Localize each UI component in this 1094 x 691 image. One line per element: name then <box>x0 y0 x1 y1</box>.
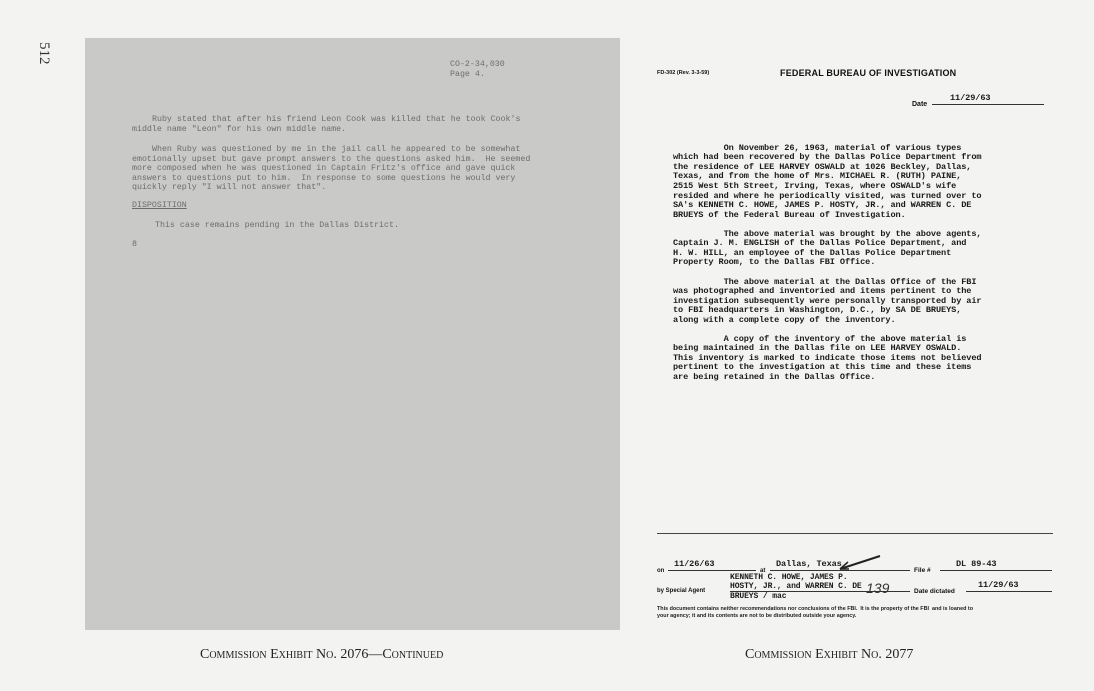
on-value: 11/26/63 <box>668 560 756 571</box>
handwritten-arrow <box>836 552 886 572</box>
file-number: CO-2-34,030 <box>450 60 505 69</box>
text-line: When Ruby was questioned by me in the jail call he appeared to be somewhat <box>152 145 521 154</box>
text-line: quickly reply "I will not answer that". <box>132 183 327 192</box>
right-paragraph-2 <box>673 220 981 268</box>
text-line: SA's KENNETH C. HOWE, JAMES P. HOSTY, JR., and WARREN C. DE <box>673 200 972 211</box>
text-line: The above material was brought by the above agents, <box>673 228 982 239</box>
left-paragraph-3: This case remains pending in the Dallas District. <box>155 221 399 230</box>
text-line: along with a complete copy of the inventory. <box>673 314 896 325</box>
text-line: On November 26, 1963, material of various types <box>673 142 962 153</box>
left-caption: Commission Exhibit No. 2076—Continued <box>200 647 444 662</box>
at-value: Dallas, Texas <box>770 560 910 571</box>
text-line: which had been recovered by the Dallas Police Department from <box>673 152 982 163</box>
right-paragraph-1 <box>673 134 981 220</box>
text-line: are being retained in the Dallas Office. <box>673 371 876 382</box>
right-caption: Commission Exhibit No. 2077 <box>745 647 914 662</box>
text-line: H. W. HILL, an employee of the Dallas Police Department <box>673 247 952 258</box>
agent-label: by Special Agent <box>657 588 706 594</box>
text-line: more composed when he was questioned in Captain Fritz's office and gave quick <box>132 164 516 173</box>
file-label: File # <box>914 567 931 574</box>
page-label: Page 4. <box>450 69 485 79</box>
at-label: at <box>760 568 766 574</box>
dictated-label: Date dictated <box>914 588 955 595</box>
text-line: This inventory is marked to indicate those items not believed <box>673 352 982 363</box>
text-line: Captain J. M. ENGLISH of the Dallas Police Department, and <box>673 238 967 249</box>
file-value: DL 89-43 <box>940 560 1052 571</box>
on-label: on <box>657 568 665 574</box>
text-line: middle name "Leon" for his own middle name. <box>132 124 347 134</box>
disposition-heading: DISPOSITION <box>132 201 187 210</box>
text-line: resided and where he periodically visited, was turned over to <box>673 190 982 201</box>
text-line: HOSTY, JR., and WARREN C. DE <box>730 582 910 592</box>
text-line: answers to questions put to him. In response to some questions he would very <box>132 173 516 183</box>
text-line: being maintained in the Dallas file on LEE HARVEY OSWALD. <box>673 343 962 354</box>
text-line: BRUEYS / mac <box>730 592 787 601</box>
right-paragraph-3 <box>673 268 981 326</box>
handwritten-number: 139 <box>866 580 890 596</box>
right-paragraph-4 <box>673 325 981 383</box>
left-paragraph-1 <box>132 115 520 134</box>
text-line: your agency; it and its contents are not to be distributed outside your agency. <box>657 613 857 619</box>
text-line: KENNETH C. HOWE, JAMES P. <box>730 573 848 582</box>
text-line: investigation subsequently were personally transported by air <box>673 295 982 306</box>
text-line: Property Room, to the Dallas FBI Office. <box>673 257 876 268</box>
text-line: This document contains neither recommendations nor conclusions of the FBI. It is the property of the FBI and is loaned to <box>657 606 973 612</box>
text-line: 2515 West 5th Street, Irving, Texas, where OSWALD's wife <box>673 180 957 191</box>
file-reference <box>450 60 505 79</box>
disclaimer <box>657 606 973 620</box>
text-line: Ruby stated that after his friend Leon Cook was killed that he took Cook's <box>152 115 521 124</box>
dictated-value: 11/29/63 <box>966 581 1052 592</box>
date-label: Date <box>912 101 928 108</box>
agency-header: FEDERAL BUREAU OF INVESTIGATION <box>780 68 957 78</box>
text-line: to FBI headquarters in Washington, D.C., by SA DE BRUEYS, <box>673 305 962 316</box>
text-line: A copy of the inventory of the above material is <box>673 333 967 344</box>
text-line: was photographed and inventoried and items pertinent to the <box>673 286 972 297</box>
left-mark: 8 <box>132 240 137 249</box>
text-line: emotionally upset but gave prompt answers to the questions asked him. He seemed <box>132 154 531 164</box>
form-number: FD-302 (Rev. 3-3-59) <box>657 70 710 76</box>
text-line: the residence of LEE HARVEY OSWALD at 1026 Beckley, Dallas, <box>673 161 972 172</box>
text-line: BRUEYS of the Federal Bureau of Investigation. <box>673 209 906 220</box>
text-line: The above material at the Dallas Office of the FBI <box>673 276 977 287</box>
left-paragraph-2 <box>132 145 530 193</box>
footer-divider <box>657 533 1053 534</box>
text-line: pertinent to the investigation at this time and these items <box>673 362 972 373</box>
text-line: Texas, and from the home of Mrs. MICHAEL R. (RUTH) PAINE, <box>673 171 962 182</box>
date-value: 11/29/63 <box>932 94 1044 105</box>
page-number: 512 <box>36 42 52 65</box>
